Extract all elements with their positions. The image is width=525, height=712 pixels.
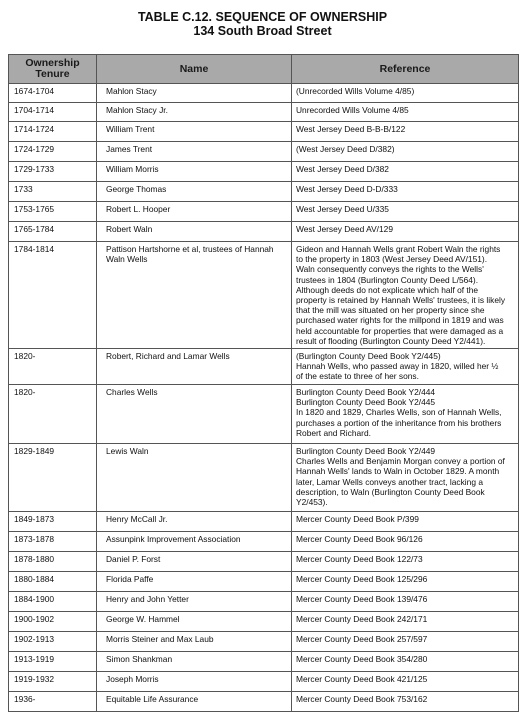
tenure-cell: 1674-1704 [9,84,97,103]
tenure-cell: 1724-1729 [9,142,97,162]
name-cell: Equitable Life Assurance [97,692,292,712]
tenure-cell: 1880-1884 [9,572,97,592]
table-row [9,84,519,103]
table-title [0,10,525,38]
tenure-cell: 1753-1765 [9,202,97,222]
name-cell: Mahlon Stacy [97,84,292,103]
header-name: Name [97,55,292,84]
name-cell: Henry and John Yetter [97,592,292,612]
table-body [9,84,519,712]
tenure-cell: 1900-1902 [9,612,97,632]
table-row [9,182,519,202]
header-reference: Reference [292,55,519,84]
name-cell: George Thomas [97,182,292,202]
reference-cell: Gideon and Hannah Wells grant Robert Waln the rights to the property in 1803 (West Jersey Deed AV/151). Waln consequently conveys the rights to the Wells' trustees in 1804 (Burlington County Deed L/564). Although deeds do not explicate which half of the property is retained by Hannah Wells' trustees, it is likely that the mill was situated on her property since she purchased water rights for the millpond in 1819 and was held accountable for properties that were damaged as a result of flooding (Burlington County Deed Y2/441). [292,242,519,349]
reference-cell: West Jersey Deed D-D/333 [292,182,519,202]
reference-cell: Mercer County Deed Book 96/126 [292,532,519,552]
name-cell: William Trent [97,122,292,142]
tenure-cell: 1733 [9,182,97,202]
tenure-cell: 1820- [9,349,97,385]
tenure-cell: 1820- [9,385,97,444]
table-row [9,162,519,182]
table-row [9,672,519,692]
table-title-line-2: 134 South Broad Street [193,24,332,38]
reference-cell: (Burlington County Deed Book Y2/445) Hannah Wells, who passed away in 1820, willed her ½ of the estate to three of her sons. [292,349,519,385]
reference-cell: Mercer County Deed Book 122/73 [292,552,519,572]
reference-cell: West Jersey Deed AV/129 [292,222,519,242]
reference-cell: Mercer County Deed Book 139/476 [292,592,519,612]
name-cell: Assunpink Improvement Association [97,532,292,552]
tenure-cell: 1765-1784 [9,222,97,242]
reference-cell: Mercer County Deed Book 421/125 [292,672,519,692]
table-row [9,652,519,672]
reference-cell: Burlington County Deed Book Y2/449 Charles Wells and Benjamin Morgan convey a portion of Hannah Wells' lands to Waln in October 1829. A month later, Lamar Wells conveys another tract, lacking a description, to Waln (Burlington County Deed Book Y2/453). [292,444,519,512]
tenure-cell: 1919-1932 [9,672,97,692]
name-cell: Morris Steiner and Max Laub [97,632,292,652]
name-cell: James Trent [97,142,292,162]
table-row [9,692,519,712]
name-cell: Daniel P. Forst [97,552,292,572]
table-row [9,572,519,592]
reference-cell: Mercer County Deed Book 354/280 [292,652,519,672]
reference-cell: West Jersey Deed D/382 [292,162,519,182]
name-cell: Lewis Waln [97,444,292,512]
reference-cell: Mercer County Deed Book 753/162 [292,692,519,712]
name-cell: Simon Shankman [97,652,292,672]
table-row [9,103,519,122]
name-cell: Robert Waln [97,222,292,242]
tenure-cell: 1829-1849 [9,444,97,512]
name-cell: Robert, Richard and Lamar Wells [97,349,292,385]
table-row [9,552,519,572]
reference-cell: (West Jersey Deed D/382) [292,142,519,162]
tenure-cell: 1936- [9,692,97,712]
reference-cell: Mercer County Deed Book 125/296 [292,572,519,592]
table-row [9,122,519,142]
name-cell: Robert L. Hooper [97,202,292,222]
reference-cell: Mercer County Deed Book P/399 [292,512,519,532]
tenure-cell: 1784-1814 [9,242,97,349]
table-row [9,222,519,242]
reference-cell: Burlington County Deed Book Y2/444 Burlington County Deed Book Y2/445 In 1820 and 1829, Charles Wells, son of Hannah Wells, purchases a portion of the inheritance from his brothers Robert and Richard. [292,385,519,444]
tenure-cell: 1729-1733 [9,162,97,182]
reference-cell: West Jersey Deed U/335 [292,202,519,222]
tenure-cell: 1873-1878 [9,532,97,552]
name-cell: Joseph Morris [97,672,292,692]
table-row [9,592,519,612]
reference-cell: Mercer County Deed Book 242/171 [292,612,519,632]
name-cell: Pattison Hartshorne et al, trustees of Hannah Waln Wells [97,242,292,349]
table-header-row [9,55,519,84]
name-cell: William Morris [97,162,292,182]
table-row [9,512,519,532]
name-cell: Henry McCall Jr. [97,512,292,532]
name-cell: Charles Wells [97,385,292,444]
reference-cell: West Jersey Deed B-B-B/122 [292,122,519,142]
tenure-cell: 1884-1900 [9,592,97,612]
table-row [9,242,519,349]
table-row [9,532,519,552]
name-cell: Mahlon Stacy Jr. [97,103,292,122]
reference-cell: Mercer County Deed Book 257/597 [292,632,519,652]
tenure-cell: 1878-1880 [9,552,97,572]
tenure-cell: 1913-1919 [9,652,97,672]
table-row [9,612,519,632]
header-ownership-tenure: Ownership Tenure [9,55,97,84]
reference-cell: Unrecorded Wills Volume 4/85 [292,103,519,122]
table-row [9,142,519,162]
tenure-cell: 1704-1714 [9,103,97,122]
tenure-cell: 1714-1724 [9,122,97,142]
table-row [9,349,519,385]
table-row [9,202,519,222]
name-cell: Florida Paffe [97,572,292,592]
table-row [9,385,519,444]
reference-cell: (Unrecorded Wills Volume 4/85) [292,84,519,103]
table-row [9,632,519,652]
name-cell: George W. Hammel [97,612,292,632]
tenure-cell: 1849-1873 [9,512,97,532]
table-title-line-1: TABLE C.12. SEQUENCE OF OWNERSHIP [137,10,388,24]
tenure-cell: 1902-1913 [9,632,97,652]
ownership-table [8,54,519,712]
table-row [9,444,519,512]
